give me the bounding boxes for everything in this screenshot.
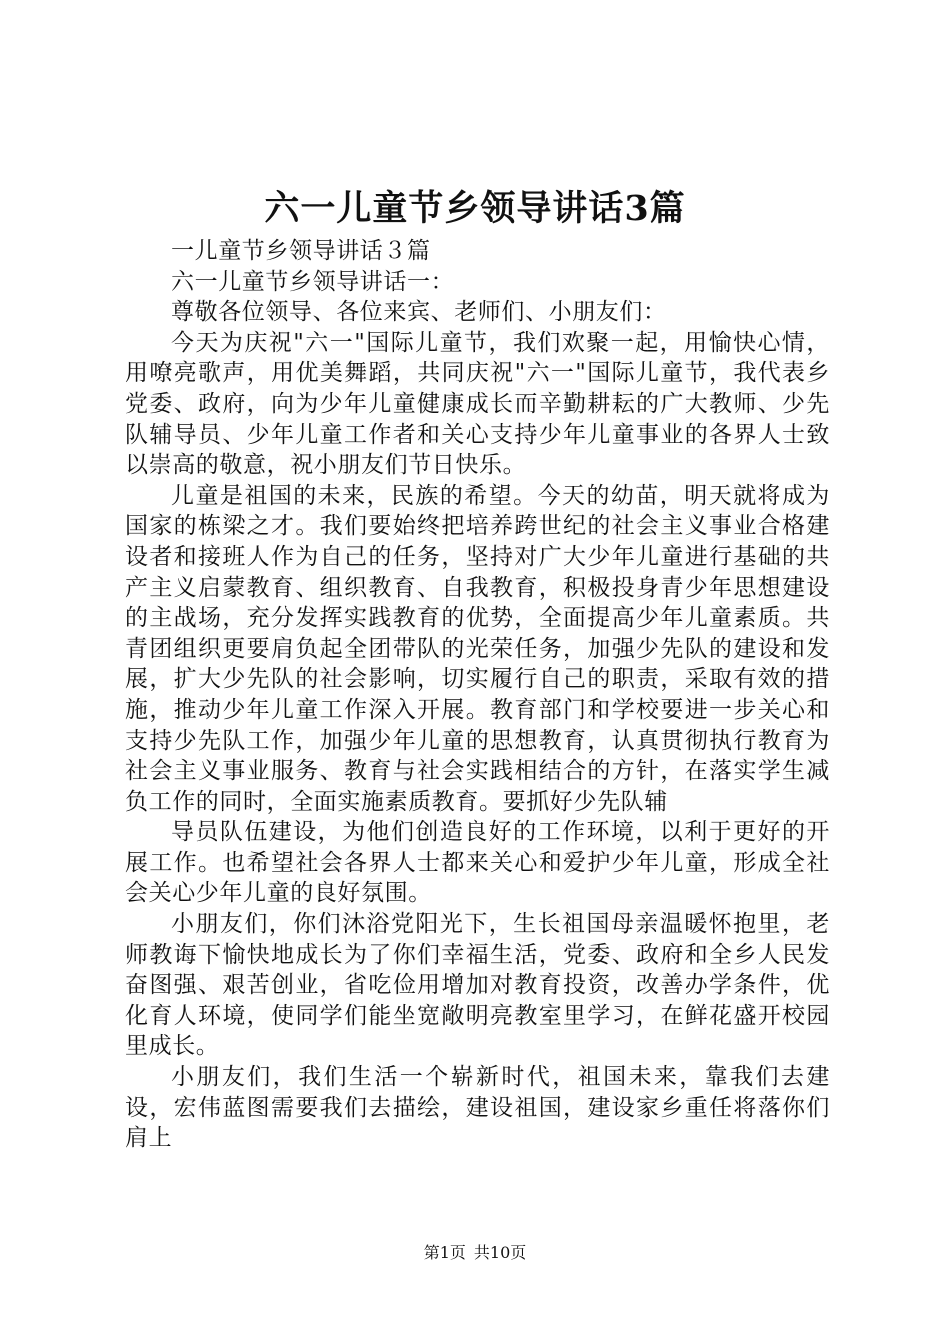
paragraph-greeting: 今天为庆祝"六一"国际儿童节，我们欢聚一起，用愉快心情，用嘹亮歌声，用优美舞蹈，共同庆祝"六一"国际儿童节，我代表乡党委、政府，向为少年儿童健康成长而辛勤耕耘的广大教师、少先队辅导员、少年儿童工作者和关心支持少年儿童事业的各界人士致以崇高的敬意，祝小朋友们节日快乐。 — [125, 329, 830, 479]
page-number-total: 共10页 — [473, 1243, 527, 1262]
paragraph-section-heading: 六一儿童节乡领导讲话一： — [171, 268, 455, 295]
paragraph-new-era: 小朋友们，我们生活一个崭新时代，祖国未来，靠我们去建设，宏伟蓝图需要我们去描绘，建设祖国，建设家乡重任将落你们肩上 — [125, 1064, 830, 1152]
paragraph-children-growth: 小朋友们，你们沐浴党阳光下，生长祖国母亲温暖怀抱里，老师教诲下愉快地成长为了你们幸福生活，党委、政府和全乡人民发奋图强、艰苦创业，省吃俭用增加对教育投资，改善办学条件，优化育人环境，使同学们能坐宽敞明亮教室里学习，在鲜花盛开校园里成长。 — [125, 911, 830, 1060]
paragraph-salutation: 尊敬各位领导、各位来宾、老师们、小朋友们： — [171, 299, 667, 326]
document-body — [125, 236, 830, 1154]
document-title: 六一儿童节乡领导讲话3篇 — [264, 188, 686, 229]
paragraph-subtitle: 一儿童节乡领导讲话３篇 — [171, 238, 431, 264]
paragraph-counselor-team: 导员队伍建设，为他们创造良好的工作环境，以利于更好的开展工作。也希望社会各界人士都来关心和爱护少年儿童，形成全社会关心少年儿童的良好氛围。 — [125, 819, 830, 907]
page-footer — [0, 1242, 950, 1264]
page-number-current: 第1页 — [423, 1243, 466, 1262]
paragraph-future-of-nation: 儿童是祖国的未来，民族的希望。今天的幼苗，明天就将成为国家的栋梁之才。我们要始终把培养跨世纪的社会主义事业合格建设者和接班人作为自己的任务，坚持对广大少年儿童进行基础的共产主义启蒙教育、组织教育、自我教育，积极投身青少年思想建设的主战场，充分发挥实践教育的优势，全面提高少年儿童素质。共青团组织更要肩负起全团带队的光荣任务，加强少先队的建设和发展，扩大少先队的社会影响，切实履行自己的职责，采取有效的措施，推动少年儿童工作深入开展。教育部门和学校要进一步关心和支持少先队工作，加强少年儿童的思想教育，认真贯彻执行教育为社会主义事业服务、教育与社会实践相结合的方针，在落实学生减负工作的同时，全面实施素质教育。要抓好少先队辅 — [125, 482, 830, 815]
